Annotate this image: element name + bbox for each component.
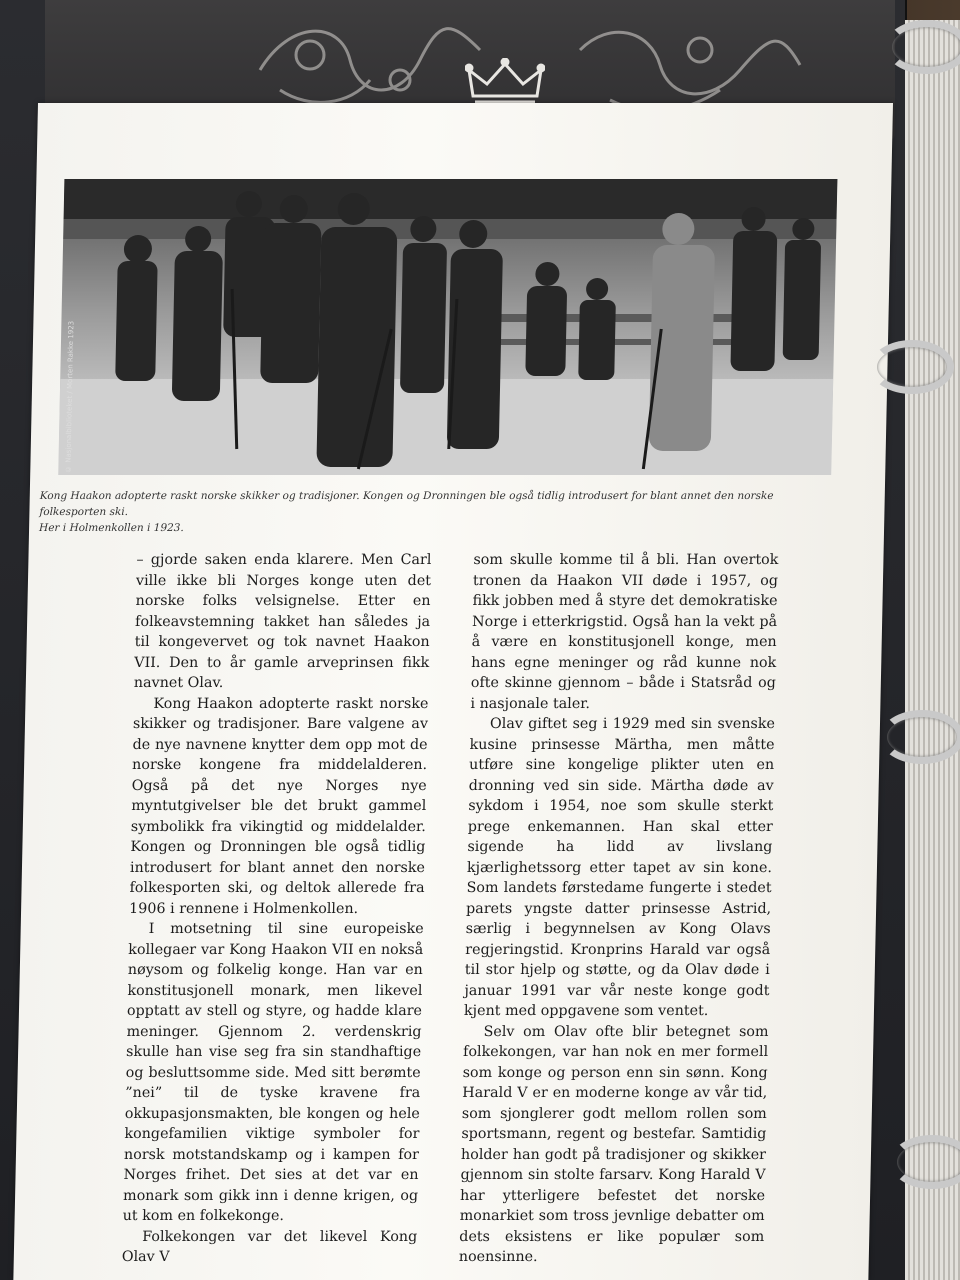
historical-photo xyxy=(58,179,837,475)
paragraph: I motsetning til sine europeiske kollegaer var Kong Haakon VII en nokså nøysom og folkelig konge. Han var en konstitusjonell monark, men likevel opptatt av stell og styre, og hadde klare meninger. Gjennom 2. verdenskrig skulle han vise seg fra sin standhaftige og besluttsomme side. Med sitt berømte ”nei” til de tyske kravene fra okkupasjonsmakten, ble kongen og hele kongefamilien viktige symboler for norsk motstandskamp og i kampen for Norges frihet. Det sies at det var en monark som gikk inn i denne krigen, og ut kom en folkekonge. xyxy=(122,921,424,1224)
photo-illustration xyxy=(58,179,837,475)
text-column-right xyxy=(459,550,779,1268)
paragraph: Selv om Olav ofte blir betegnet som folkekongen, var han nok en mer formell som konge og person enn sin sønn. Kong Harald V er en moderne konge av vår tid, som sjonglerer godt mellom rollen som sportsmann, regent og bestefar. Samtidig holder han godt på tradisjoner og skikker gjennom sin stolte farsarv. Kong Harald V har ytterligere befestet det norske monarkiet som tross jevnlige debatter om dets eksistens er like populær som noensinne. xyxy=(458,1023,769,1265)
paragraph: som skulle komme til å bli. Han overtok tronen da Haakon VII døde i 1957, og fikk jobben med å styre det demokratiske Norge i etterkrigstid. Også han la vekt på å være en konstitusjonell konge, men hans egne meninger og råd kunne nok ofte skinne gjennom – både i Statsråd og i nasjonale taler. xyxy=(470,552,779,712)
crown-icon xyxy=(465,58,545,106)
binder-ring-icon xyxy=(870,340,954,394)
paragraph: Kong Haakon adopterte raskt norske skikker og tradisjoner. Bare valgene av de nye navnene knytter dem opp mot de norske kongene fra middelalderen. Også på det nye Norges nye myntutgivelser ble det brukt gammel symbolikk fra vikingtid og middelalder. Kongen og Dronningen ble også tidlig introdusert for blant annet den norske folkesporten ski, og deltok allerede fra 1906 i rennene i Holmenkollen. xyxy=(128,695,429,917)
photo-credit: © Nasjonalbiblioteket / Morten Rakke 1923 xyxy=(64,320,76,473)
page-stack-edge xyxy=(905,20,960,1280)
paragraph: – gjorde saken enda klarere. Men Carl ville ikke bli Norges konge uten det norske folks velsignelse. Etter en folkeavstemning takket han således ja til kongevervet og tok navnet Haakon VII. Den to år gamle arveprinsen fikk navnet Olav. xyxy=(133,552,432,691)
paragraph: Olav giftet seg i 1929 med sin svenske kusine prinsesse Märtha, men måtte utføre sine kongelige plikter uten en dronning ved sin side. Märtha døde av sykdom i 1954, noe som skulle sterkt prege enkemannen. Han skal etter sigende ha lidd av livslang kjærlighetssorg etter tapet av sin kone. Som landets førstedame fungerte i stedet parets yngste datter prinsesse Astrid, særlig i begynnelsen av Kong Olavs regjeringstid. Kronprins Harald var også til stor hjelp og støtte, og da Olav døde i januar 1991 var vår neste konge godt kjent med oppgavene som ventet. xyxy=(463,716,776,1019)
caption-line-1: Kong Haakon adopterte raskt norske skikker og tradisjoner. Kongen og Dronningen ble også tidlig introdusert for blant annet den norske folkesporten ski. xyxy=(39,490,774,518)
text-column-left xyxy=(122,550,432,1268)
binder-ring-icon xyxy=(885,20,960,74)
binder-ring-icon xyxy=(880,710,960,764)
photo-caption xyxy=(39,488,840,536)
caption-line-2: Her i Holmenkollen i 1923. xyxy=(38,522,184,534)
document-page xyxy=(13,103,893,1280)
paragraph: Folkekongen var det likevel Kong Olav V xyxy=(121,1228,418,1265)
